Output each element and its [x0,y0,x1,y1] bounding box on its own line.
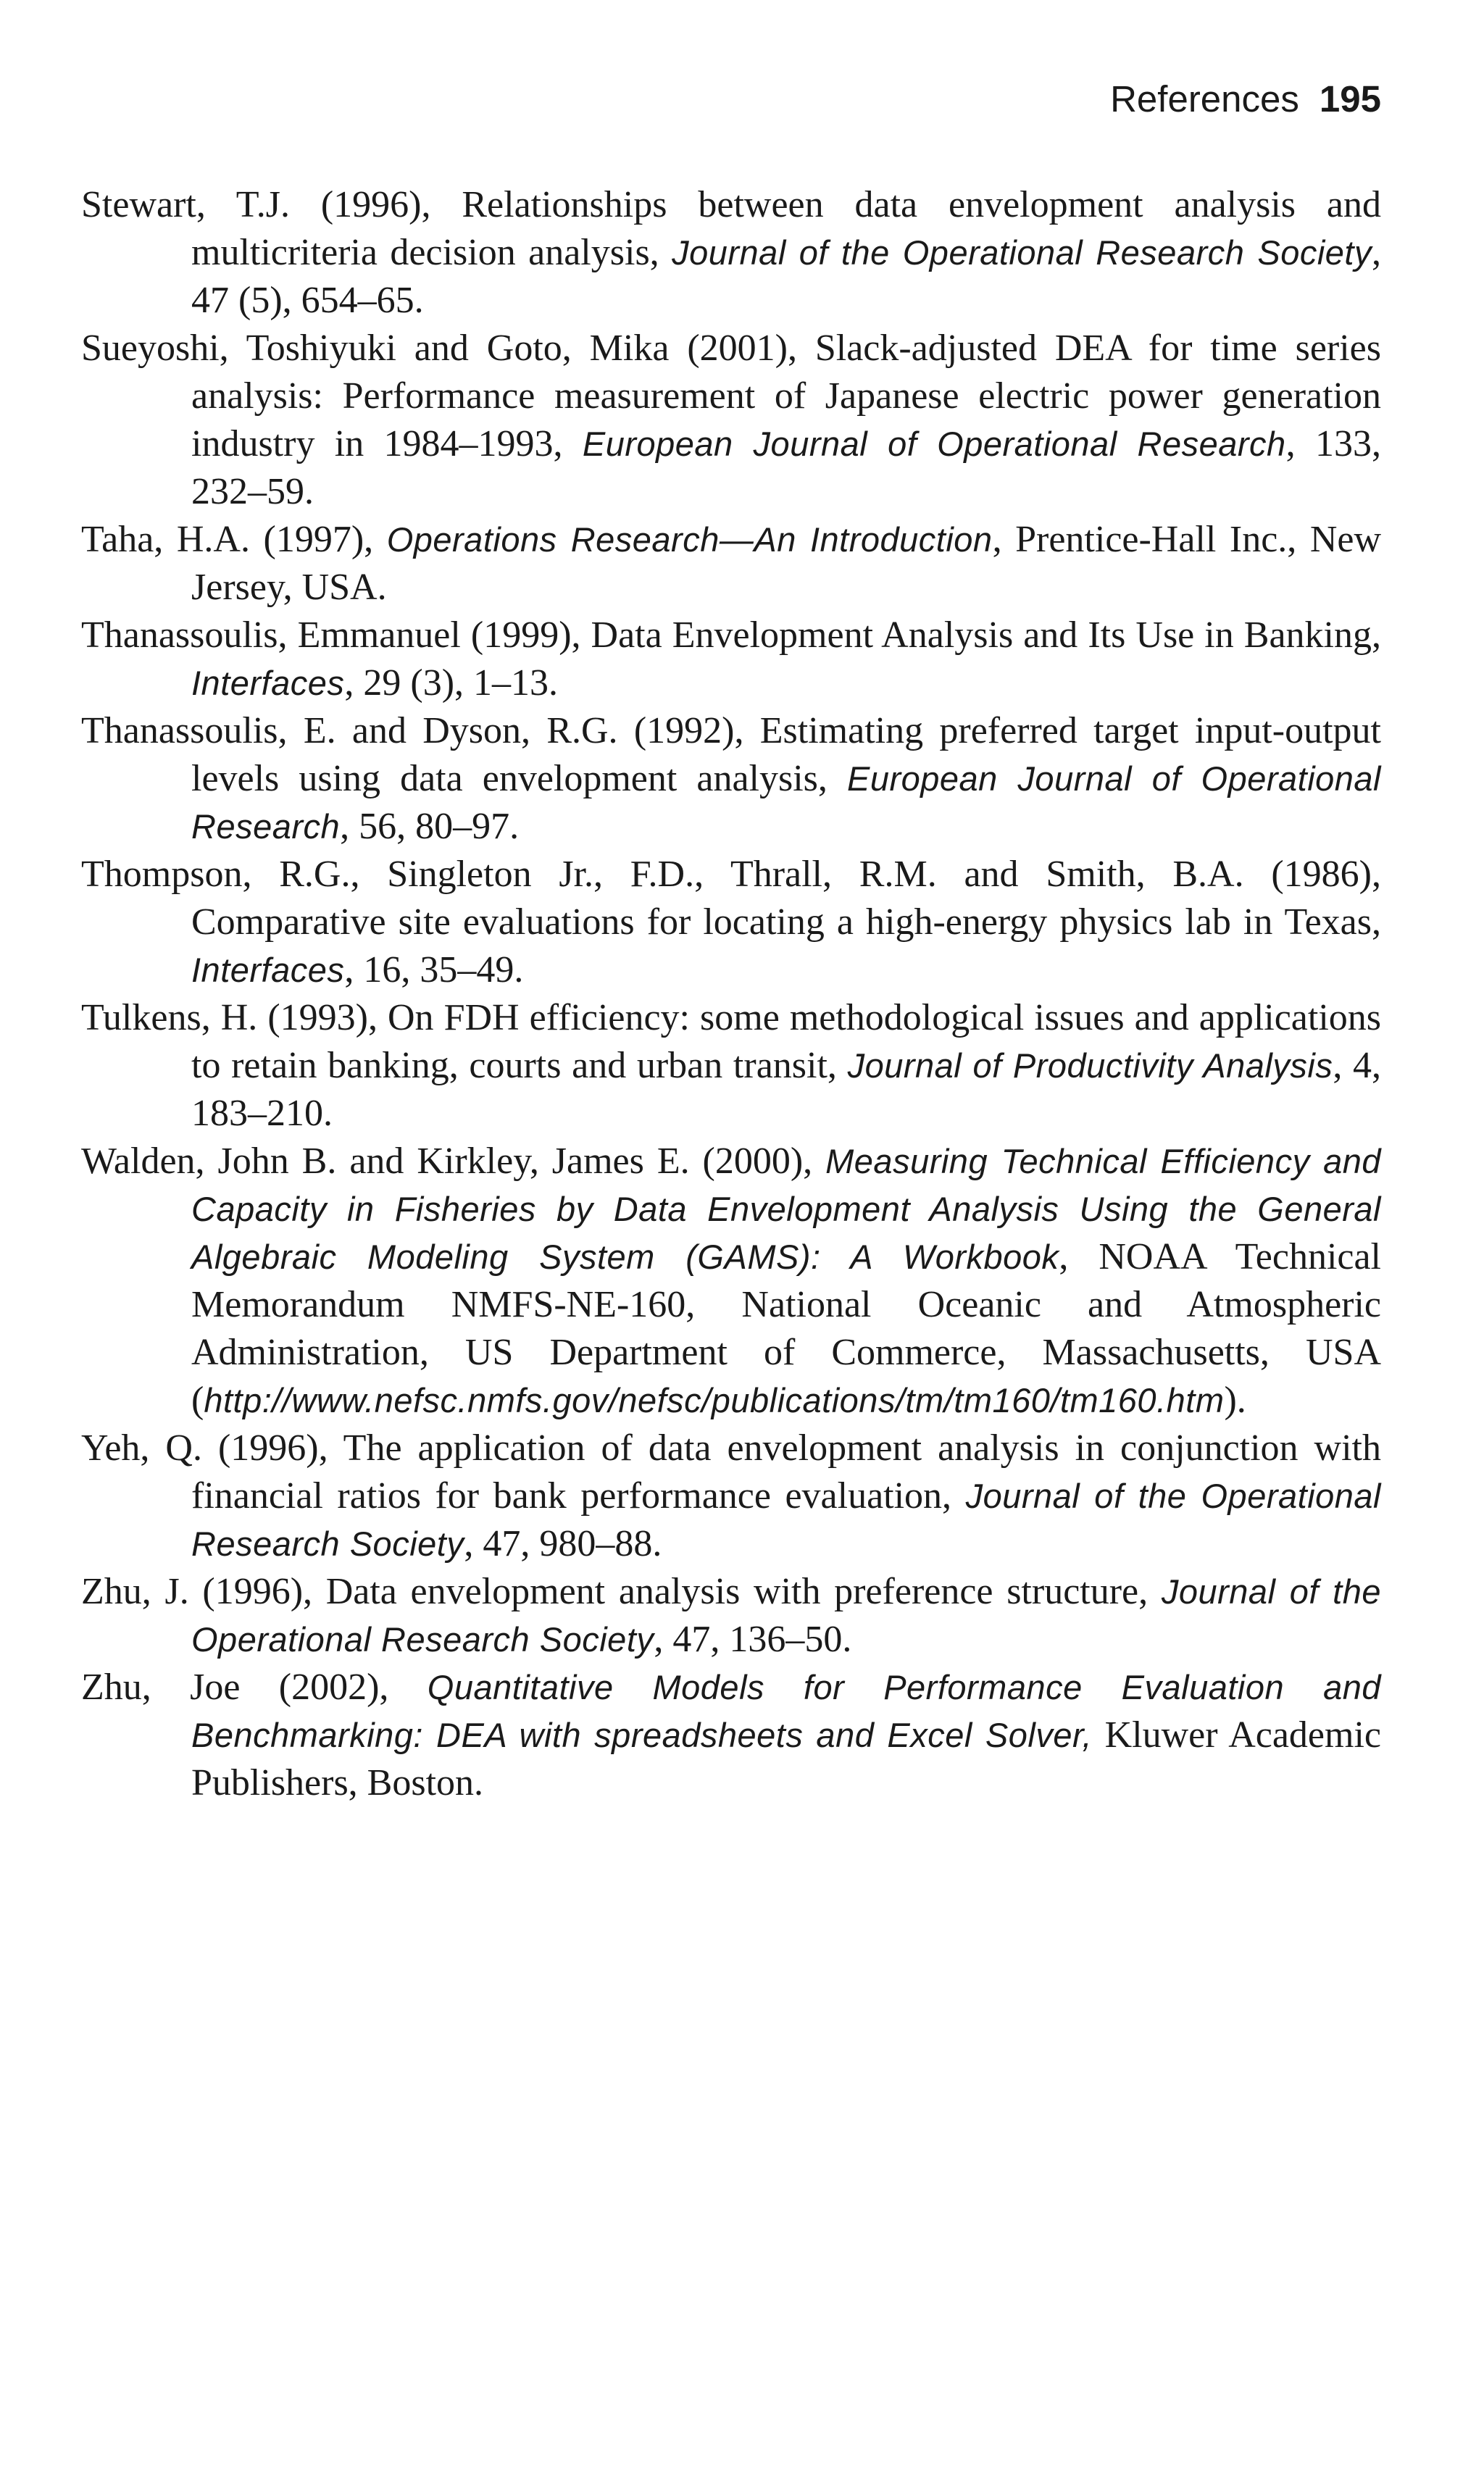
reference-entry [81,516,1381,612]
reference-entry [81,1568,1381,1664]
running-head [1110,75,1381,123]
ref-source-title: Measuring Technical Efficiency and Capacity in Fisheries by Data Envelopment Analysis Using the General Algebraic Modeling System (GAMS): A Workbook [191,1142,1382,1276]
reference-entry [81,325,1381,516]
reference-entry [81,612,1381,707]
ref-details: Kluwer Academic Publishers, Boston. [191,1714,1381,1803]
ref-text: Taha, H.A. (1997), [81,519,387,560]
reference-entry [81,994,1381,1138]
ref-text: Thanassoulis, Emmanuel (1999), Data Envelopment Analysis and Its Use in Banking, [81,614,1381,656]
reference-entry [81,851,1381,994]
ref-text: Zhu, J. (1996), Data envelopment analysis with preference structure, [81,1571,1162,1612]
ref-text: Thompson, R.G., Singleton Jr., F.D., Thrall, R.M. and Smith, B.A. (1986), Comparative site evaluations for locating a high-energy physics lab in Texas, [81,854,1381,943]
ref-source-title: Interfaces [191,951,345,989]
ref-text: Tulkens, H. (1993), On FDH efficiency: some methodological issues and applications to retain banking, courts and urban transit, [81,997,1381,1086]
ref-details: , 47, 980–88. [464,1523,662,1564]
ref-source-title: Quantitative Models for Performance Evaluation and Benchmarking: DEA with spreadsheets and Excel Solver, [191,1668,1381,1754]
reference-entry [81,1664,1381,1807]
reference-entry [81,707,1381,851]
ref-text: Yeh, Q. (1996), The application of data envelopment analysis in conjunction with financial ratios for bank performance evaluation, [81,1427,1381,1517]
ref-text: Walden, John B. and Kirkley, James E. (2000), [81,1140,826,1182]
section-title: References [1110,78,1299,120]
ref-text: Thanassoulis, E. and Dyson, R.G. (1992), Estimating preferred target input-output levels using data envelopment analysis, [81,710,1381,799]
ref-text: Stewart, T.J. (1996), Relationships between data envelopment analysis and multicriteria decision analysis, [81,184,1381,273]
ref-details: , 29 (3), 1–13. [344,662,559,704]
ref-source-title: Operations Research—An Introduction [386,520,993,559]
ref-details: , 133, 232–59. [191,423,1381,512]
ref-source-title: European Journal of Operational Research [191,759,1381,846]
ref-text: Zhu, Joe (2002), [81,1667,428,1708]
ref-source-title: Journal of the Operational Research Society [672,233,1372,272]
reference-entry [81,181,1381,325]
ref-source-title: Journal of Productivity Analysis [847,1046,1333,1085]
ref-source-title: Interfaces [191,664,345,702]
ref-details: , 16, 35–49. [344,949,524,991]
ref-source-title: Journal of the Operational Research Society [191,1477,1381,1563]
ref-url: http://www.nefsc.nmfs.gov/nefsc/publications/tm/tm160/tm160.htm [204,1381,1225,1419]
ref-details: , NOAA Technical Memorandum NMFS-NE-160, National Oceanic and Atmospheric Administration, US Department of Commerce, Massachusetts, USA ( [191,1236,1381,1421]
ref-text: Sueyoshi, Toshiyuki and Goto, Mika (2001), Slack-adjusted DEA for time series analysis: Performance measurement of Japanese electric power generation industry in 1984–1993, [81,328,1381,464]
reference-list [81,181,1381,1807]
ref-details: , 47, 136–50. [654,1619,852,1660]
reference-entry [81,1425,1381,1568]
reference-entry [81,1138,1381,1425]
ref-closing: ). [1224,1380,1246,1421]
ref-details: , 4, 183–210. [191,1045,1381,1134]
ref-details: , 56, 80–97. [340,806,520,847]
ref-details: , 47 (5), 654–65. [191,232,1381,321]
ref-details: , Prentice-Hall Inc., New Jersey, USA. [191,519,1382,608]
ref-source-title: European Journal of Operational Research [582,425,1286,463]
ref-source-title: Journal of the Operational Research Society [191,1572,1381,1659]
page-number: 195 [1319,78,1381,120]
